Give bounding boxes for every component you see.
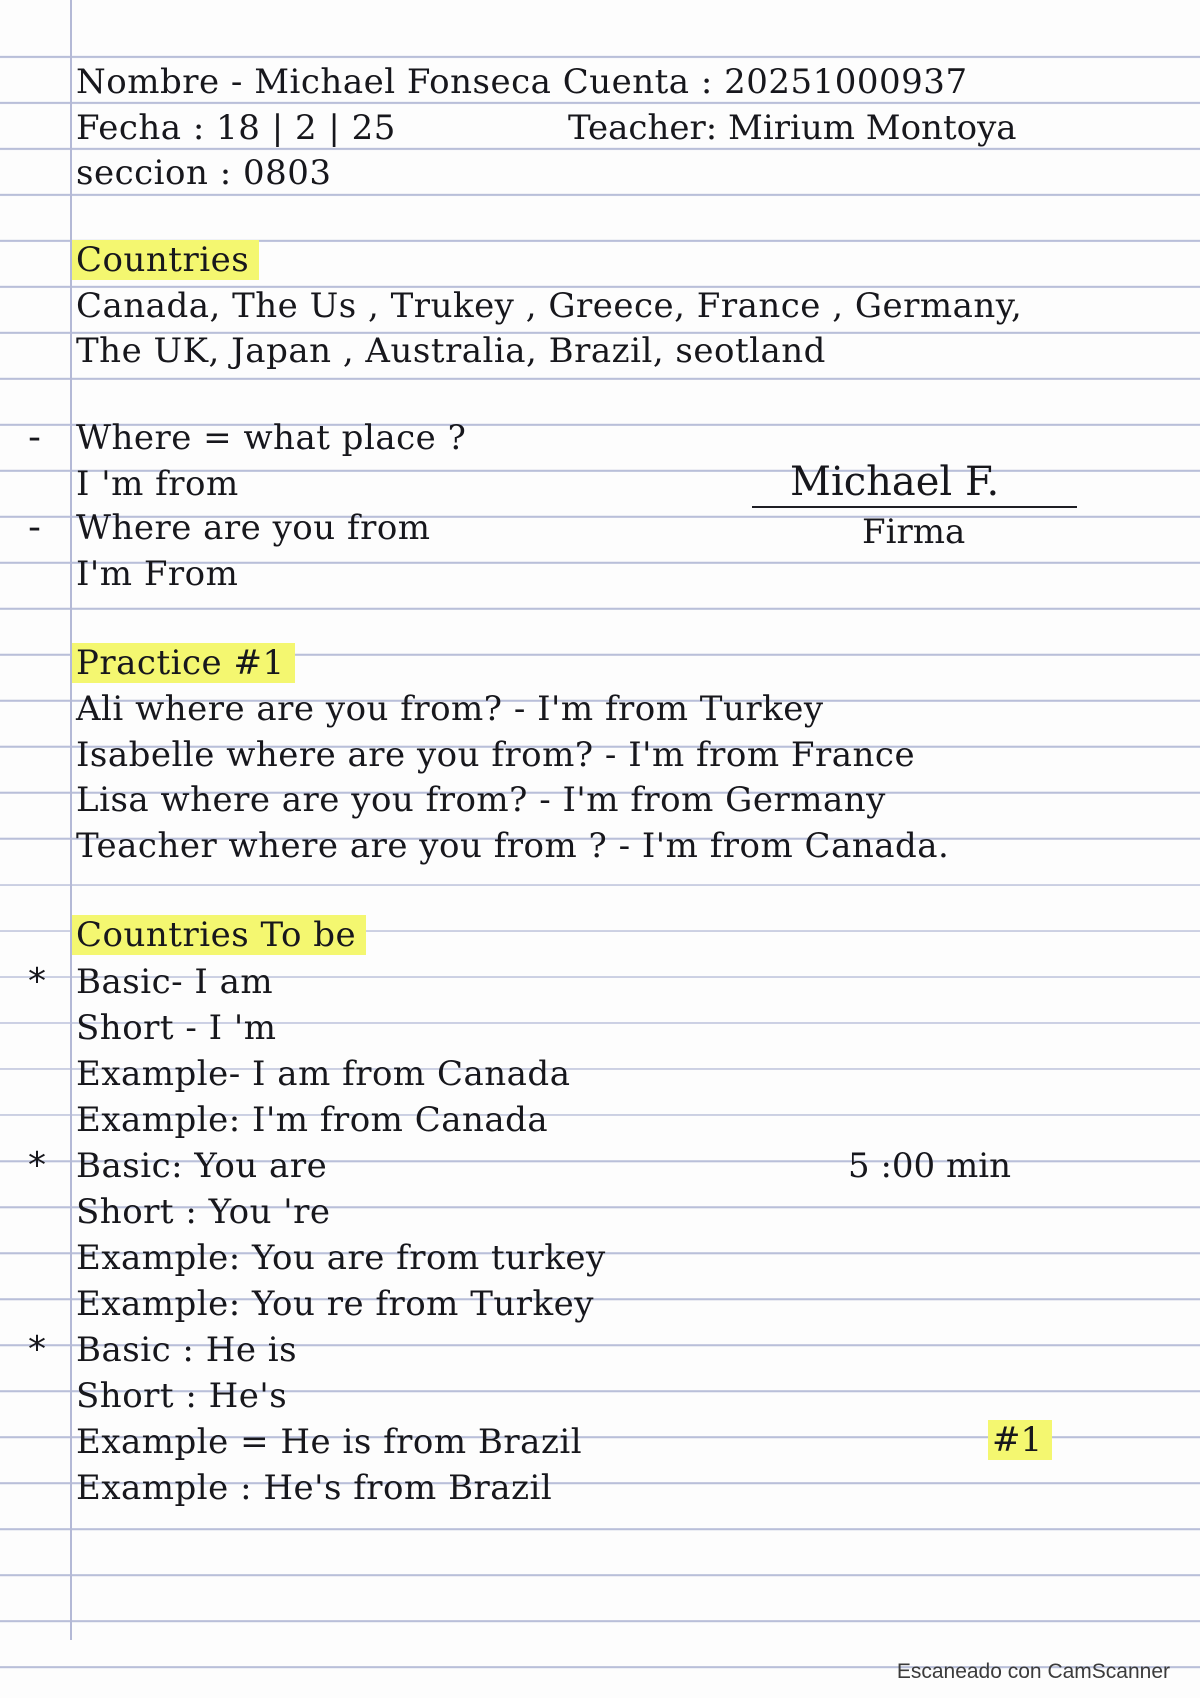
page-mark: #1 bbox=[992, 1420, 1052, 1460]
example-line: Example: You re from Turkey bbox=[76, 1284, 594, 1324]
header-teacher: Teacher: Mirium Montoya bbox=[568, 108, 1017, 148]
header-seccion: seccion : 0803 bbox=[76, 153, 332, 193]
practice-line: Lisa where are you from? - I'm from Germany bbox=[76, 780, 886, 820]
where-line-2: I 'm from bbox=[76, 464, 239, 504]
short-line: Short : He's bbox=[76, 1376, 288, 1416]
star-bullet: * bbox=[28, 1145, 46, 1186]
signature-line bbox=[752, 506, 1077, 508]
basic-line: Basic: You are bbox=[76, 1146, 328, 1186]
where-line-1: Where = what place ? bbox=[76, 418, 467, 458]
short-line: Short - I 'm bbox=[76, 1008, 277, 1048]
countries-heading: Countries bbox=[76, 240, 259, 280]
dash-bullet: - bbox=[28, 507, 41, 548]
signature-label: Firma bbox=[862, 512, 966, 552]
example-line: Example: You are from turkey bbox=[76, 1238, 606, 1278]
scanner-watermark: Escaneado con CamScanner bbox=[896, 1660, 1170, 1683]
example-line: Example = He is from Brazil bbox=[76, 1422, 583, 1462]
practice-line: Isabelle where are you from? - I'm from France bbox=[76, 735, 916, 775]
star-bullet: * bbox=[28, 1329, 46, 1370]
practice-heading: Practice #1 bbox=[76, 643, 295, 683]
time-note: 5 :00 min bbox=[848, 1146, 1011, 1186]
basic-line: Basic : He is bbox=[76, 1330, 298, 1370]
practice-line: Ali where are you from? - I'm from Turkey bbox=[76, 689, 824, 729]
header-fecha: Fecha : 18 | 2 | 25 bbox=[76, 108, 396, 148]
short-line: Short : You 're bbox=[76, 1192, 331, 1232]
countries-line-2: The UK, Japan , Australia, Brazil, seotland bbox=[76, 331, 826, 371]
dash-bullet: - bbox=[28, 417, 41, 458]
where-line-4: I'm From bbox=[76, 554, 239, 594]
header-name-cuenta: Nombre - Michael Fonseca Cuenta : 20251000937 bbox=[76, 62, 968, 102]
example-line: Example : He's from Brazil bbox=[76, 1468, 553, 1508]
where-line-3: Where are you from bbox=[76, 508, 431, 548]
practice-line: Teacher where are you from ? - I'm from Canada. bbox=[76, 826, 950, 866]
signature-name: Michael F. bbox=[790, 459, 1000, 505]
example-line: Example: I'm from Canada bbox=[76, 1100, 549, 1140]
countries-line-1: Canada, The Us , Trukey , Greece, France , Germany, bbox=[76, 286, 1023, 326]
to-be-heading: Countries To be bbox=[76, 915, 366, 955]
star-bullet: * bbox=[28, 961, 46, 1002]
example-line: Example- I am from Canada bbox=[76, 1054, 571, 1094]
basic-line: Basic- I am bbox=[76, 962, 274, 1002]
